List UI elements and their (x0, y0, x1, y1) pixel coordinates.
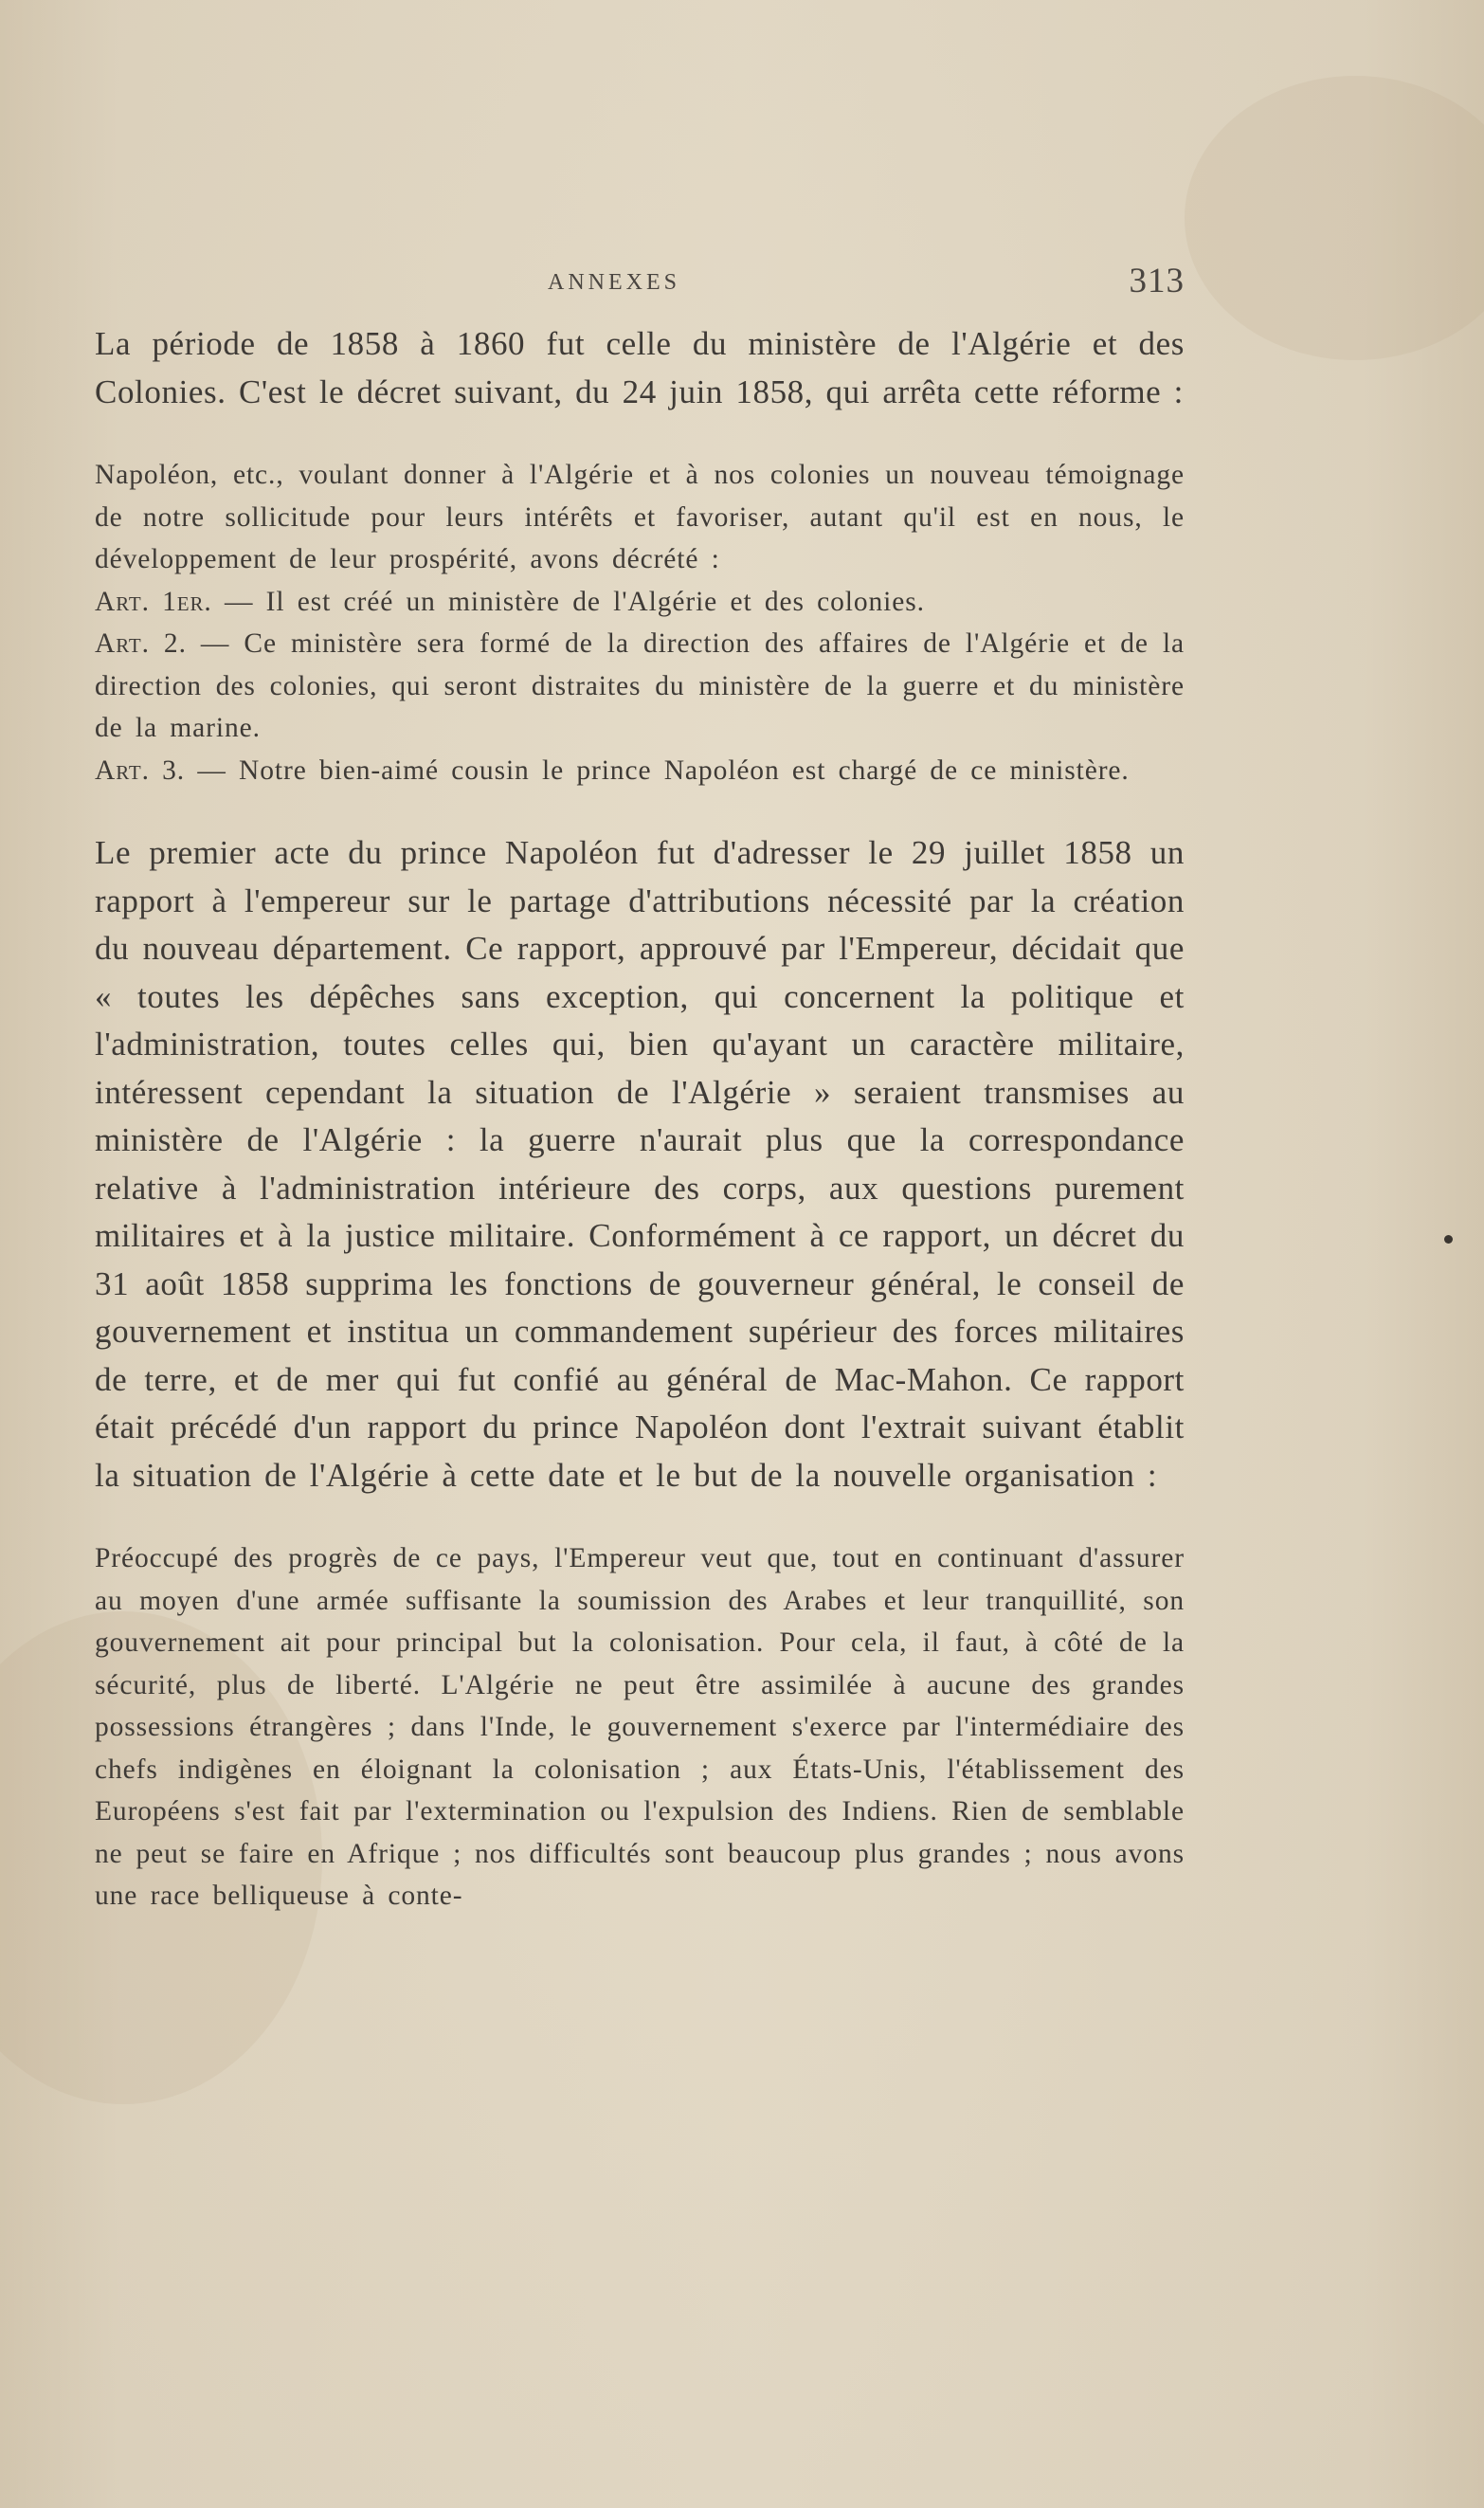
article-text: — Notre bien-aimé cousin le prince Napoléon est chargé de ce ministère. (197, 754, 1130, 786)
article-text: — Ce ministère sera formé de la direction des affaires de l'Algérie et de la direction des colonies, qui seront distraites du ministère de la guerre et du ministère de la marine. (95, 628, 1185, 743)
page-number: 313 (1129, 262, 1185, 300)
intro-paragraph: La période de 1858 à 1860 fut celle du ministère de l'Algérie et des Colonies. C'est le décret suivant, du 24 juin 1858, qui arrêta cette réforme : (95, 325, 1185, 410)
article-label: Art. 1er. (95, 586, 212, 617)
article-text: — Il est créé un ministère de l'Algérie et des colonies. (224, 586, 925, 617)
running-title: ANNEXES (548, 270, 680, 295)
article-label: Art. 3. (95, 754, 186, 786)
decree-article-3 (95, 750, 1185, 792)
ink-speck (1444, 1235, 1453, 1244)
page-body (95, 320, 1185, 1917)
main-paragraph: Le premier acte du prince Napoléon fut d'adresser le 29 juillet 1858 un rapport à l'empereur sur le partage d'attributions nécessité par la création du nouveau département. Ce rapport, approuvé par l'Empereur, décidait que « toutes les dépêches sans exception, qui concernent la politique et l'administration, toutes celles qui, bien qu'ayant un caractère militaire, intéressent cependant la situation de l'Algérie » seraient transmises au ministère de l'Algérie : la guerre n'aurait plus que la correspondance relative à l'administration intérieure des corps, aux questions purement militaires et à la justice militaire. Conformément à ce rapport, un décret du 31 août 1858 supprima les fonctions de gouverneur général, le conseil de gouvernement et institua un commandement supérieur des forces militaires de terre, et de mer qui fut confié au général de Mac-Mahon. Ce rapport était précédé d'un rapport du prince Napoléon dont l'extrait suivant établit la situation de l'Algérie à cette date et le but de la nouvelle organisation : (95, 834, 1185, 1494)
decree-article-1 (95, 581, 1185, 624)
report-excerpt: Préoccupé des progrès de ce pays, l'Empereur veut que, tout en continuant d'assurer au moyen d'une armée suffisante la soumission des Arabes et leur tranquillité, son gouvernement ait pour principal but la colonisation. Pour cela, il faut, à côté de la sécurité, plus de liberté. L'Algérie ne peut être assimilée à aucune des grandes possessions étrangères ; dans l'Inde, le gouvernement s'exerce par l'intermédiaire des chefs indigènes en éloignant la colonisation ; aux États-Unis, l'établissement des Européens s'est fait par l'extermination ou l'expulsion des Indiens. Rien de semblable ne peut se faire en Afrique ; nos difficultés sont beaucoup plus grandes ; nous avons une race belliqueuse à conte- (95, 1543, 1185, 1911)
paper-stain (1185, 76, 1484, 360)
decree-article-2 (95, 623, 1185, 750)
page-header (95, 261, 1185, 308)
decree-preamble: Napoléon, etc., voulant donner à l'Algérie et à nos colonies un nouveau témoignage de notre sollicitude pour leurs intérêts et favoriser, autant qu'il est en nous, le développement de leur prospérité, avons décrété : (95, 460, 1185, 574)
article-label: Art. 2. (95, 628, 187, 659)
